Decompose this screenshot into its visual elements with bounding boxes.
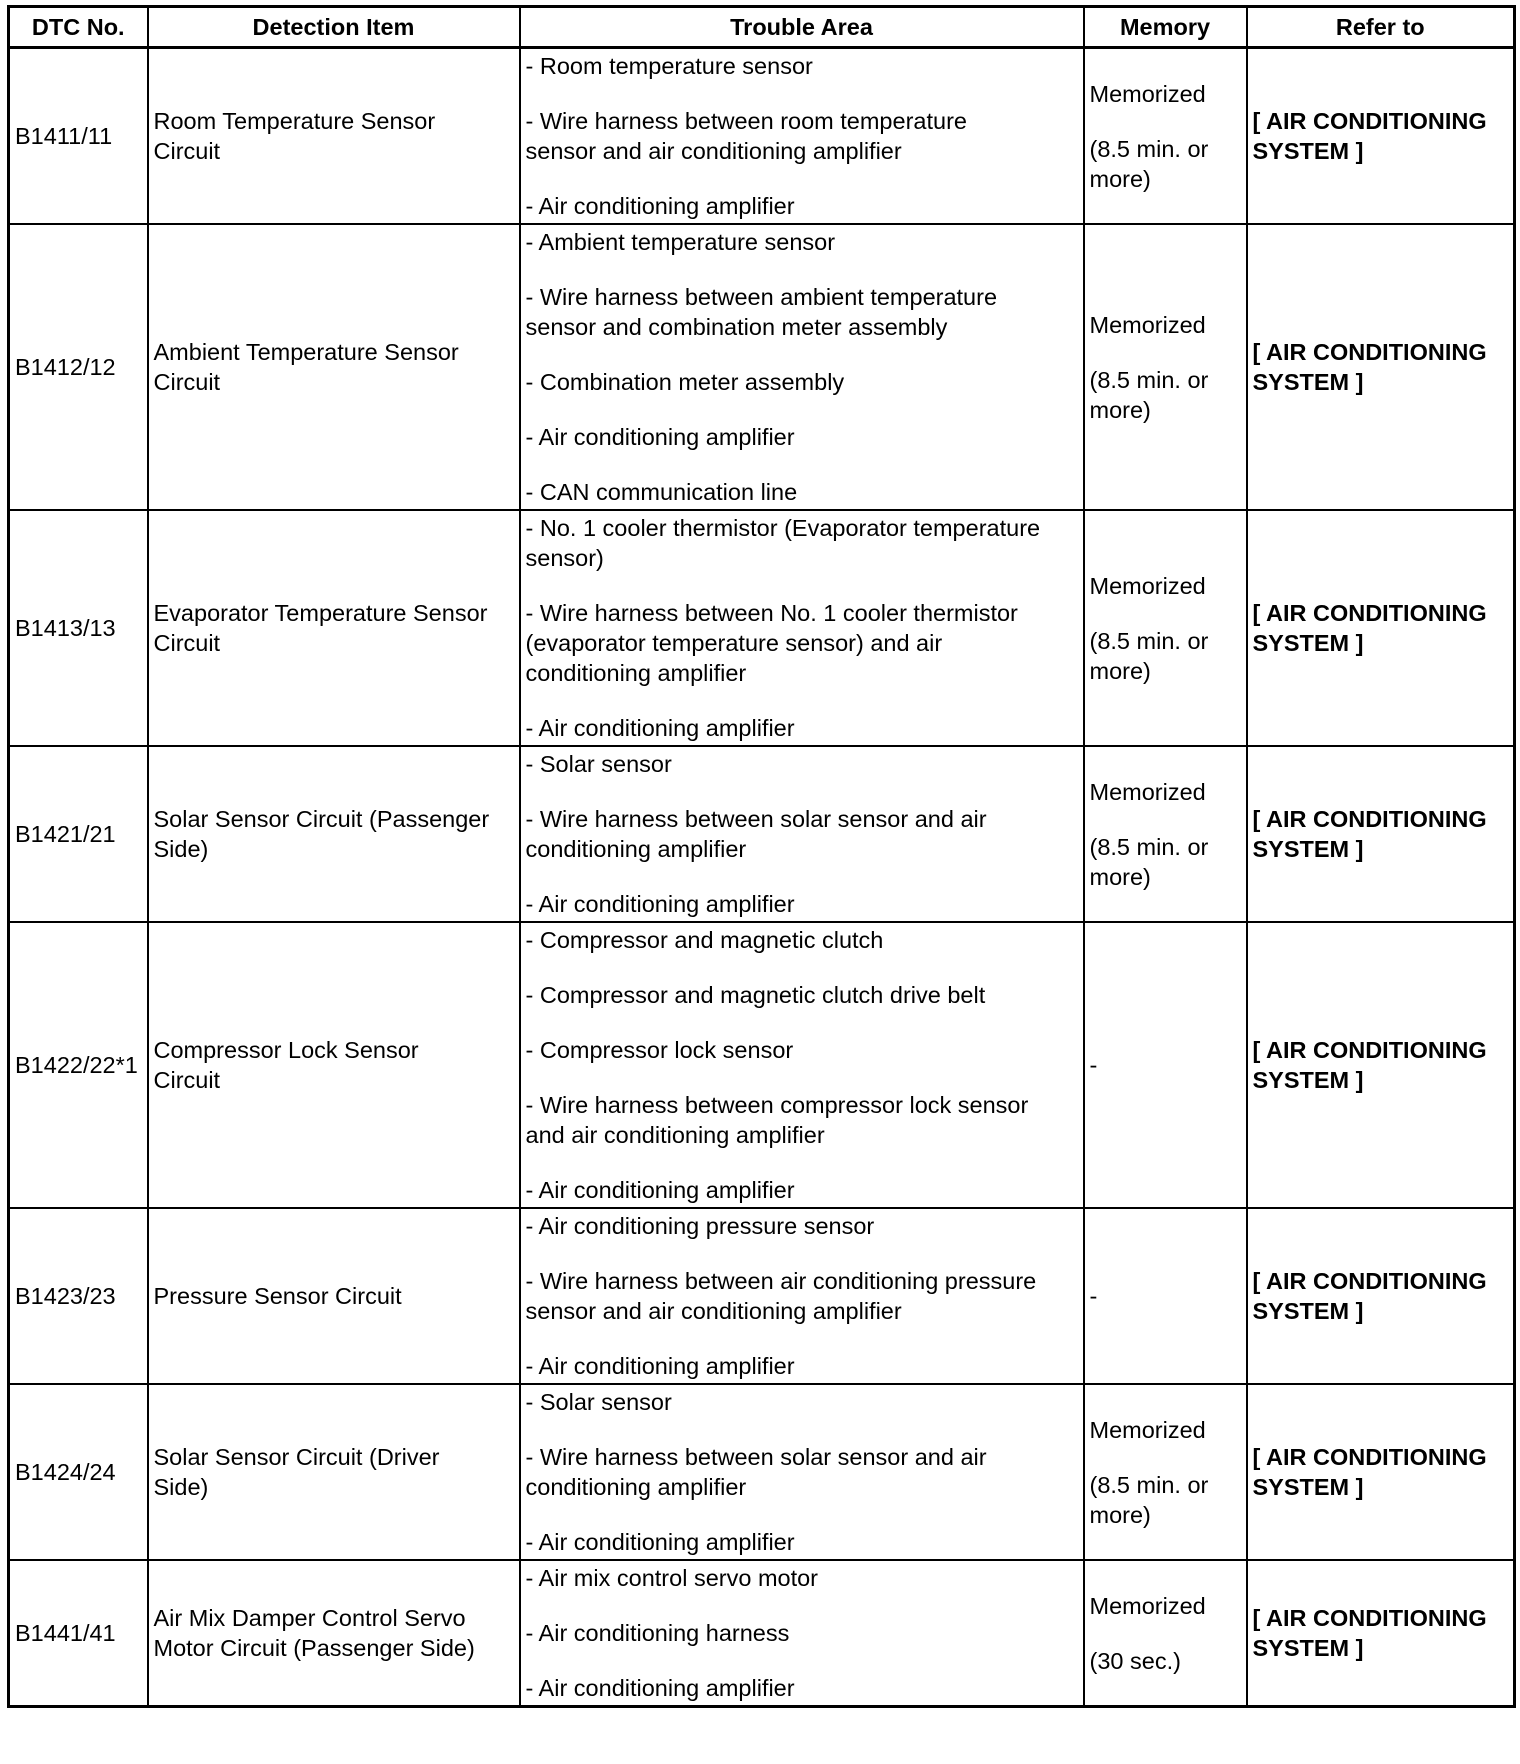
memory-status bbox=[1084, 746, 1247, 922]
text-line: sensor) bbox=[525, 545, 604, 571]
memory-status bbox=[1084, 1208, 1247, 1384]
memory-line bbox=[1090, 310, 1241, 340]
text-line: - Solar sensor bbox=[525, 751, 672, 777]
text-line: [ AIR CONDITIONING bbox=[1252, 600, 1487, 626]
trouble-area bbox=[520, 224, 1084, 510]
text-line: (8.5 min. or bbox=[1089, 1471, 1209, 1498]
trouble-area-item bbox=[526, 477, 1078, 507]
refer-to-link bbox=[1247, 510, 1515, 746]
refer-to-link bbox=[1247, 746, 1515, 922]
text-line: and air conditioning amplifier bbox=[525, 1122, 825, 1148]
table-row bbox=[9, 746, 1515, 922]
text-line: - No. 1 cooler thermistor (Evaporator temperature bbox=[525, 515, 1041, 541]
text-line: [ AIR CONDITIONING bbox=[1252, 806, 1487, 832]
text-line: SYSTEM ] bbox=[1252, 1067, 1364, 1093]
text-line: - Air conditioning amplifier bbox=[525, 715, 795, 741]
text-line: SYSTEM ] bbox=[1252, 369, 1364, 395]
text-line: sensor and air conditioning amplifier bbox=[525, 138, 902, 164]
memory-line bbox=[1090, 79, 1241, 109]
detection-item-line: Circuit bbox=[153, 369, 221, 395]
trouble-area-item bbox=[526, 980, 1078, 1010]
text-line: - Ambient temperature sensor bbox=[525, 229, 836, 255]
detection-item-line: Ambient Temperature Sensor bbox=[153, 339, 459, 365]
detection-item-line: Room Temperature Sensor bbox=[153, 108, 436, 134]
refer-to-link bbox=[1247, 1208, 1515, 1384]
dtc-code: B1412/12 bbox=[9, 224, 148, 510]
trouble-area bbox=[520, 922, 1084, 1208]
trouble-area-item bbox=[526, 1266, 1078, 1326]
text-line: - Wire harness between room temperature bbox=[525, 108, 967, 134]
memory-line bbox=[1090, 1591, 1241, 1621]
table-row bbox=[9, 1208, 1515, 1384]
trouble-area-item bbox=[526, 1673, 1078, 1703]
text-line: Memorized bbox=[1089, 1592, 1206, 1619]
text-line: SYSTEM ] bbox=[1252, 836, 1364, 862]
table-row bbox=[9, 1560, 1515, 1707]
dtc-code: B1422/22*1 bbox=[9, 922, 148, 1208]
text-line: conditioning amplifier bbox=[525, 1474, 747, 1500]
refer-to-link bbox=[1247, 48, 1515, 225]
detection-item-line: Circuit bbox=[153, 1067, 221, 1093]
memory-status bbox=[1084, 1560, 1247, 1707]
text-line: Memorized bbox=[1089, 572, 1206, 599]
trouble-area-item bbox=[526, 191, 1078, 221]
memory-status bbox=[1084, 224, 1247, 510]
text-line: - Air conditioning amplifier bbox=[525, 891, 795, 917]
text-line: - Compressor and magnetic clutch bbox=[525, 927, 884, 953]
text-line: - bbox=[1089, 1052, 1098, 1078]
text-line: conditioning amplifier bbox=[525, 660, 747, 686]
text-line: - Room temperature sensor bbox=[525, 53, 813, 79]
table-row bbox=[9, 1384, 1515, 1560]
dtc-table bbox=[7, 5, 1516, 1708]
dtc-code: B1421/21 bbox=[9, 746, 148, 922]
text-line: SYSTEM ] bbox=[1252, 1635, 1364, 1661]
refer-to-link bbox=[1247, 224, 1515, 510]
header-refer-to: Refer to bbox=[1247, 7, 1515, 48]
header-detection-item: Detection Item bbox=[148, 7, 520, 48]
text-line: Memorized bbox=[1089, 80, 1206, 107]
memory-line bbox=[1090, 1050, 1241, 1080]
detection-item-line: Solar Sensor Circuit (Driver bbox=[153, 1444, 440, 1470]
text-line: - Air mix control servo motor bbox=[525, 1565, 819, 1591]
text-line: - Combination meter assembly bbox=[525, 369, 845, 395]
detection-item-line: Circuit bbox=[153, 630, 221, 656]
memory-status bbox=[1084, 48, 1247, 225]
trouble-area-item bbox=[526, 1442, 1078, 1502]
memory-line bbox=[1090, 1646, 1241, 1676]
trouble-area-item bbox=[526, 282, 1078, 342]
header-trouble-area: Trouble Area bbox=[520, 7, 1084, 48]
table-row bbox=[9, 510, 1515, 746]
memory-line bbox=[1090, 1470, 1241, 1530]
trouble-area-item bbox=[526, 1563, 1078, 1593]
refer-to-link bbox=[1247, 1560, 1515, 1707]
trouble-area-item bbox=[526, 804, 1078, 864]
text-line: - Wire harness between compressor lock sensor bbox=[525, 1092, 1029, 1118]
text-line: - Air conditioning amplifier bbox=[525, 424, 795, 450]
detection-item-line: Air Mix Damper Control Servo bbox=[153, 1605, 466, 1631]
trouble-area-item bbox=[526, 713, 1078, 743]
text-line: Memorized bbox=[1089, 1416, 1206, 1443]
trouble-area-item bbox=[526, 1211, 1078, 1241]
detection-item-line: Compressor Lock Sensor bbox=[153, 1037, 419, 1063]
text-line: [ AIR CONDITIONING bbox=[1252, 1605, 1487, 1631]
text-line: - Wire harness between air conditioning pressure bbox=[525, 1268, 1037, 1294]
refer-to-link bbox=[1247, 1384, 1515, 1560]
text-line: - Air conditioning amplifier bbox=[525, 1529, 795, 1555]
text-line: - Air conditioning amplifier bbox=[525, 1353, 795, 1379]
memory-status bbox=[1084, 922, 1247, 1208]
memory-line bbox=[1090, 1281, 1241, 1311]
text-line: - Wire harness between solar sensor and air bbox=[525, 806, 987, 832]
memory-line bbox=[1090, 626, 1241, 686]
detection-item-line: Circuit bbox=[153, 138, 221, 164]
table-row bbox=[9, 48, 1515, 225]
detection-item-line: Side) bbox=[153, 1474, 209, 1500]
text-line: Memorized bbox=[1089, 311, 1206, 338]
text-line: - Compressor and magnetic clutch drive belt bbox=[525, 982, 986, 1008]
trouble-area-item bbox=[526, 106, 1078, 166]
text-line: (8.5 min. or bbox=[1089, 627, 1209, 654]
detection-item bbox=[148, 746, 520, 922]
trouble-area-item bbox=[526, 513, 1078, 573]
trouble-area-item bbox=[526, 1387, 1078, 1417]
text-line: SYSTEM ] bbox=[1252, 1298, 1364, 1324]
trouble-area-item bbox=[526, 51, 1078, 81]
refer-to-link bbox=[1247, 922, 1515, 1208]
detection-item bbox=[148, 1384, 520, 1560]
table-row bbox=[9, 922, 1515, 1208]
text-line: [ AIR CONDITIONING bbox=[1252, 1037, 1487, 1063]
text-line: Memorized bbox=[1089, 778, 1206, 805]
memory-status bbox=[1084, 1384, 1247, 1560]
trouble-area-item bbox=[526, 1175, 1078, 1205]
text-line: more) bbox=[1089, 165, 1151, 192]
text-line: - Wire harness between No. 1 cooler thermistor bbox=[525, 600, 1018, 626]
trouble-area bbox=[520, 746, 1084, 922]
trouble-area-item bbox=[526, 1351, 1078, 1381]
text-line: conditioning amplifier bbox=[525, 836, 747, 862]
table-row bbox=[9, 224, 1515, 510]
trouble-area bbox=[520, 510, 1084, 746]
detection-item-line: Pressure Sensor Circuit bbox=[153, 1283, 402, 1309]
dtc-code: B1413/13 bbox=[9, 510, 148, 746]
text-line: SYSTEM ] bbox=[1252, 1474, 1364, 1500]
text-line: [ AIR CONDITIONING bbox=[1252, 1444, 1487, 1470]
text-line: SYSTEM ] bbox=[1252, 630, 1364, 656]
trouble-area-item bbox=[526, 1035, 1078, 1065]
detection-item-line: Motor Circuit (Passenger Side) bbox=[153, 1635, 475, 1661]
detection-item bbox=[148, 922, 520, 1208]
trouble-area-item bbox=[526, 1618, 1078, 1648]
memory-line bbox=[1090, 365, 1241, 425]
text-line: - Air conditioning amplifier bbox=[525, 193, 795, 219]
text-line: (8.5 min. or bbox=[1089, 833, 1209, 860]
text-line: - Wire harness between ambient temperature bbox=[525, 284, 998, 310]
text-line: - Air conditioning amplifier bbox=[525, 1675, 795, 1701]
detection-item bbox=[148, 510, 520, 746]
memory-line bbox=[1090, 134, 1241, 194]
text-line: - Air conditioning harness bbox=[525, 1620, 790, 1646]
dtc-code: B1411/11 bbox=[9, 48, 148, 225]
dtc-code: B1424/24 bbox=[9, 1384, 148, 1560]
trouble-area-item bbox=[526, 367, 1078, 397]
text-line: more) bbox=[1089, 396, 1151, 423]
memory-line bbox=[1090, 1415, 1241, 1445]
text-line: - Air conditioning amplifier bbox=[525, 1177, 795, 1203]
trouble-area bbox=[520, 1384, 1084, 1560]
header-dtc-no: DTC No. bbox=[9, 7, 148, 48]
text-line: more) bbox=[1089, 657, 1151, 684]
trouble-area-item bbox=[526, 749, 1078, 779]
text-line: SYSTEM ] bbox=[1252, 138, 1364, 164]
memory-line bbox=[1090, 571, 1241, 601]
text-line: - Wire harness between solar sensor and air bbox=[525, 1444, 987, 1470]
trouble-area-item bbox=[526, 925, 1078, 955]
text-line: [ AIR CONDITIONING bbox=[1252, 339, 1487, 365]
detection-item-line: Side) bbox=[153, 836, 209, 862]
text-line: - CAN communication line bbox=[525, 479, 798, 505]
dtc-code: B1441/41 bbox=[9, 1560, 148, 1707]
detection-item-line: Evaporator Temperature Sensor bbox=[153, 600, 488, 626]
text-line: (8.5 min. or bbox=[1089, 366, 1209, 393]
text-line: - Air conditioning pressure sensor bbox=[525, 1213, 875, 1239]
text-line: more) bbox=[1089, 1501, 1151, 1528]
trouble-area-item bbox=[526, 1527, 1078, 1557]
dtc-code: B1423/23 bbox=[9, 1208, 148, 1384]
text-line: - bbox=[1089, 1283, 1098, 1309]
detection-item bbox=[148, 1560, 520, 1707]
detection-item bbox=[148, 48, 520, 225]
detection-item-line: Solar Sensor Circuit (Passenger bbox=[153, 806, 490, 832]
trouble-area bbox=[520, 1208, 1084, 1384]
text-line: [ AIR CONDITIONING bbox=[1252, 108, 1487, 134]
trouble-area-item bbox=[526, 598, 1078, 688]
detection-item bbox=[148, 1208, 520, 1384]
text-line: (8.5 min. or bbox=[1089, 135, 1209, 162]
trouble-area-item bbox=[526, 889, 1078, 919]
text-line: sensor and air conditioning amplifier bbox=[525, 1298, 902, 1324]
memory-line bbox=[1090, 832, 1241, 892]
trouble-area-item bbox=[526, 227, 1078, 257]
text-line: [ AIR CONDITIONING bbox=[1252, 1268, 1487, 1294]
header-row bbox=[9, 7, 1515, 48]
header-memory: Memory bbox=[1084, 7, 1247, 48]
detection-item bbox=[148, 224, 520, 510]
text-line: (30 sec.) bbox=[1089, 1647, 1181, 1674]
table-body bbox=[9, 48, 1515, 1707]
trouble-area-item bbox=[526, 422, 1078, 452]
text-line: sensor and combination meter assembly bbox=[525, 314, 948, 340]
trouble-area bbox=[520, 48, 1084, 225]
text-line: - Solar sensor bbox=[525, 1389, 672, 1415]
memory-line bbox=[1090, 777, 1241, 807]
trouble-area bbox=[520, 1560, 1084, 1707]
text-line: - Compressor lock sensor bbox=[525, 1037, 794, 1063]
text-line: more) bbox=[1089, 863, 1151, 890]
memory-status bbox=[1084, 510, 1247, 746]
text-line: (evaporator temperature sensor) and air bbox=[525, 630, 943, 656]
trouble-area-item bbox=[526, 1090, 1078, 1150]
